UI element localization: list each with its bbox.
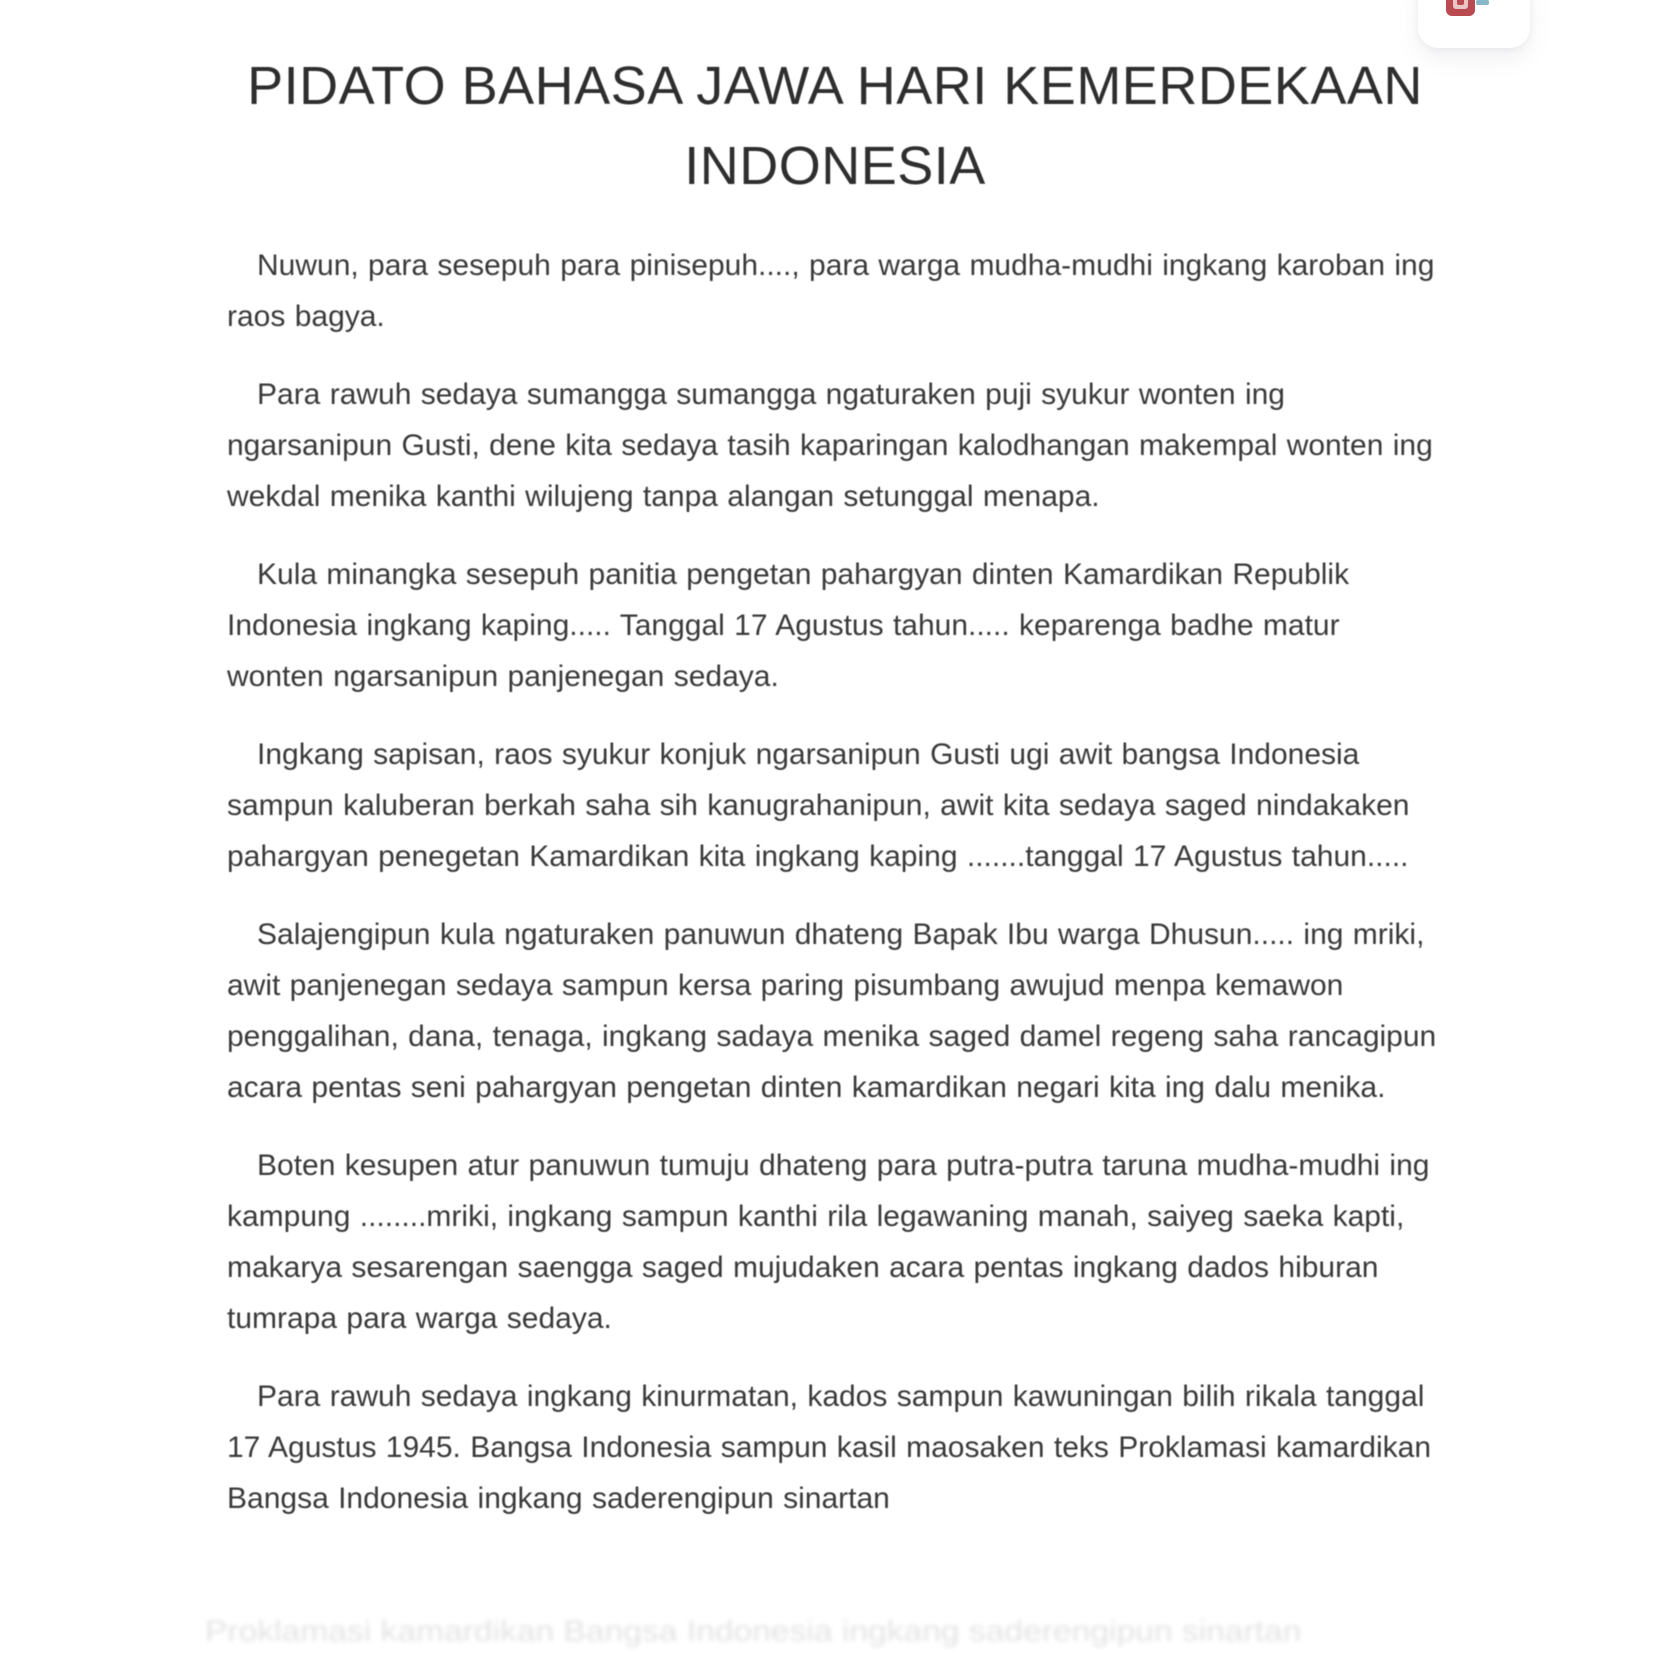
compression-artifact-echo: Proklamasi kamardikan Bangsa Indonesia ingkang saderengipun sinartan [205,1616,1302,1648]
teal-mark-icon [1476,0,1489,5]
paragraph-gratitude-invite: Para rawuh sedaya sumangga sumangga ngaturaken puji syukur wonten ing ngarsanipun Gusti, dene kita sedaya tasih kaparingan kalodhangan makempal wonten ing wekdal menika kanthi wilujeng tanpa alangan setunggal menapa. [227,378,1433,513]
paragraph-village-thanks: Salajengipun kula ngaturaken panuwun dhateng Bapak Ibu warga Dhusun..... ing mriki, awit panjenegan sedaya sampun kersa paring pisumbang awujud menpa kemawon penggalihan, dana, tenaga, ingkang sadaya menika saged damel regeng saha rancagipun acara pentas seni pahargyan pengetan dinten kamardikan negari kita ing dalu menika. [227,918,1437,1104]
paragraph-first-thanks: Ingkang sapisan, raos syukur konjuk ngarsanipun Gusti ugi awit bangsa Indonesia sampun kaluberan berkah saha sih kanugrahanipun, awit kita sedaya saged nindakaken pahargyan penegetan Kamardikan kita ingkang kaping .......tanggal 17 Agustus tahun..... [227,738,1410,873]
paragraph-committee-intro: Kula minangka sesepuh panitia pengetan pahargyan dinten Kamardikan Republik Indonesia ingkang kaping..... Tanggal 17 Agustus tahun..... keparenga badhe matur wonten ngarsanipun panjenegan sedaya. [227,558,1350,693]
paragraph-proclamation-history: Para rawuh sedaya ingkang kinurmatan, kados sampun kawuningan bilih rikala tanggal 17 Agustus 1945. Bangsa Indonesia sampun kasil maosaken teks Proklamasi kamardikan Bangsa Indonesia ingkang saderengipun sinartan [227,1380,1432,1515]
title-line-1: PIDATO BAHASA JAWA HARI KEMERDEKAAN [247,56,1423,116]
red-app-icon[interactable] [1446,0,1475,16]
paragraph-opening-greeting: Nuwun, para sesepuh para pinisepuh...., para warga mudha-mudhi ingkang karoban ing raos bagya. [227,249,1435,333]
document-body [227,240,1443,1524]
title-line-2: INDONESIA [684,136,986,196]
document-title [227,46,1443,206]
document-page [227,46,1443,1551]
paragraph-youth-thanks: Boten kesupen atur panuwun tumuju dhateng para putra-putra taruna mudha-mudhi ing kampung ........mriki, ingkang sampun kanthi rila legawaning manah, saiyeg saeka kapti, makarya sesarengan saengga saged mujudaken acara pentas ingkang dados hiburan tumrapa para warga sedaya. [227,1149,1430,1335]
